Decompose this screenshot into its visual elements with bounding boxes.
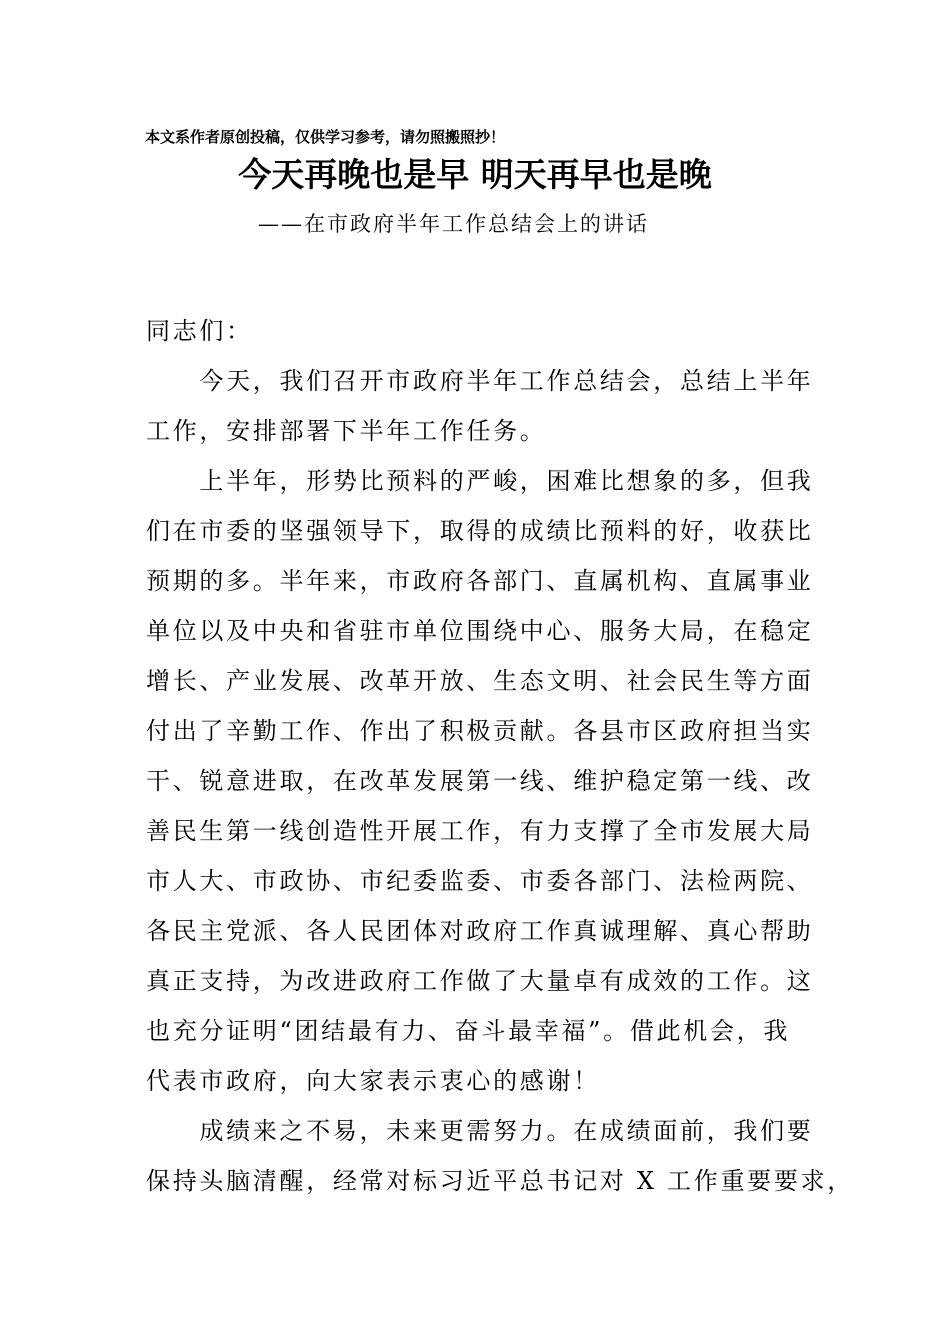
body-line: 单位以及中央和省驻市单位围绕中心、服务大局，在稳定: [146, 617, 814, 645]
body-line: 市人大、市政协、市纪委监委、市委各部门、法检两院、: [146, 867, 814, 895]
document-title: 今天再晚也是早 明天再早也是晚: [238, 155, 712, 194]
body-line: 预期的多。半年来，市政府各部门、直属机构、直属事业: [146, 567, 814, 595]
body-line: 代表市政府，向大家表示衷心的感谢！: [146, 1067, 600, 1095]
body-line: 上半年，形势比预料的严峻，困难比想象的多，但我: [146, 467, 814, 495]
document-subtitle: ——在市政府半年工作总结会上的讲话: [258, 212, 649, 236]
body-line: 今天，我们召开市政府半年工作总结会，总结上半年: [146, 367, 814, 395]
body-line: 真正支持，为改进政府工作做了大量卓有成效的工作。这: [146, 967, 814, 995]
body-line: 保持头脑清醒，经常对标习近平总书记对 X 工作重要要求，: [146, 1167, 854, 1195]
body-line: 善民生第一线创造性开展工作，有力支撑了全市发展大局: [146, 817, 814, 845]
body-line: 们在市委的坚强领导下，取得的成绩比预料的好，收获比: [146, 517, 814, 545]
body-line: 干、锐意进取，在改革发展第一线、维护稳定第一线、改: [146, 767, 814, 795]
body-line: 成绩来之不易，未来更需努力。在成绩面前，我们要: [146, 1117, 814, 1145]
copyright-notice: 本文系作者原创投稿，仅供学习参考，请勿照搬照抄！: [145, 128, 506, 146]
body-line: 工作，安排部署下半年工作任务。: [146, 417, 547, 445]
body-line: 也充分证明“团结最有力、奋斗最幸福”。借此机会，我: [146, 1017, 791, 1045]
speech-body: [146, 306, 854, 1206]
body-line: 同志们：: [146, 317, 253, 345]
body-line: 付出了辛勤工作、作出了积极贡献。各县市区政府担当实: [146, 717, 814, 745]
body-line: 各民主党派、各人民团体对政府工作真诚理解、真心帮助: [146, 917, 814, 945]
body-line: 增长、产业发展、改革开放、生态文明、社会民生等方面: [146, 667, 814, 695]
